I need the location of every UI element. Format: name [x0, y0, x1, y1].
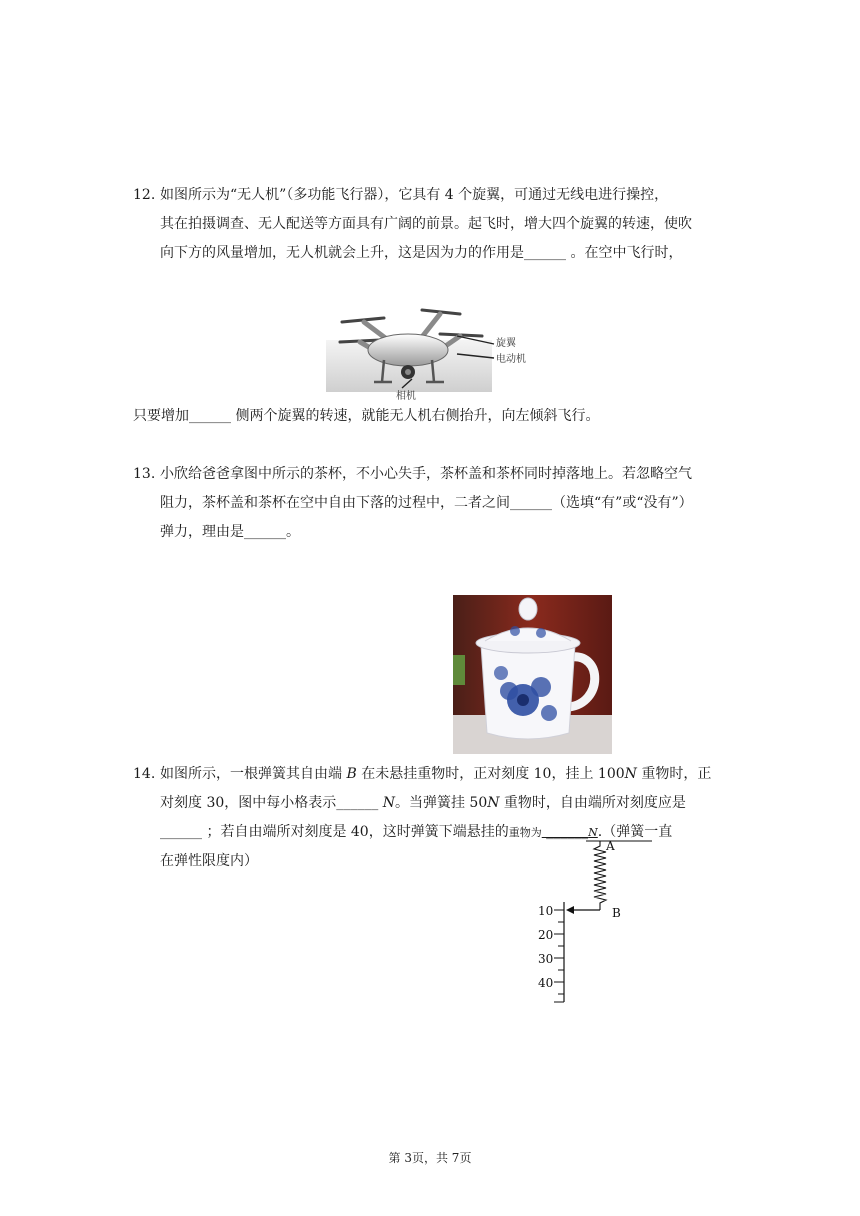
question-12	[133, 181, 748, 268]
teacup-figure	[453, 595, 612, 754]
scale-label-10: 10	[538, 904, 554, 918]
pointer-arrow-icon	[566, 906, 574, 914]
question-text-line: 小欣给爸爸拿图中所示的茶杯，不小心失手，茶杯盖和茶杯同时掉落地上。若忽略空气	[160, 466, 692, 482]
question-text-line: ______ ；若自由端所对刻度是 40，这时弹簧下端悬挂的重物为 ______N.（弹簧一直	[160, 824, 673, 840]
question-text-line: 阻力，茶杯盖和茶杯在空中自由下落的过程中，二者之间______（选填“有”或“没有”）	[160, 495, 693, 511]
scale-label-20: 20	[538, 928, 554, 942]
question-text-line: 在弹性限度内）	[160, 853, 258, 869]
lid-knob	[519, 598, 537, 620]
spring-scale-figure	[530, 838, 660, 1008]
question-text-line: 弹力，理由是______。	[160, 524, 300, 540]
camera-label: 相机	[396, 391, 416, 400]
question-text-line: 只要增加______ 侧两个旋翼的转速，就能无人机右侧抬升，向左倾斜飞行。	[133, 408, 600, 424]
question-text-line: 如图所示为“无人机”（多功能飞行器），它具有 4 个旋翼，可通过无线电进行操控，	[160, 187, 669, 203]
scale-label-40: 40	[538, 976, 554, 990]
scale-label-30: 30	[538, 952, 554, 966]
rotor-label: 旋翼	[496, 338, 516, 349]
question-text-line: 其在拍摄调查、无人配送等方面具有广阔的前景。起飞时，增大四个旋翼的转速，使吹	[160, 216, 692, 232]
drone-body	[368, 334, 448, 366]
question-text-line: 向下方的风量增加，无人机就会上升，这是因为力的作用是______ 。在空中飞行时，	[160, 245, 683, 261]
question-text-line: 如图所示，一根弹簧其自由端 B 在未悬挂重物时，正对刻度 10，挂上 100N 重物时，正	[160, 766, 712, 782]
point-a-label: A	[606, 839, 615, 853]
page-footer: 第 3页，共 7页	[388, 1151, 472, 1165]
question-number: 13.	[133, 466, 156, 482]
question-12-continued	[133, 402, 748, 431]
question-13	[133, 460, 748, 547]
motor-label: 电动机	[496, 354, 526, 365]
question-text-line: 对刻度 30，图中每小格表示______ N。当弹簧挂 50N 重物时，自由端所对刻度应是	[160, 795, 686, 811]
spring	[594, 841, 606, 910]
question-number: 12.	[133, 187, 156, 203]
question-number: 14.	[133, 766, 156, 782]
point-b-label: B	[612, 906, 621, 920]
drone-figure	[322, 300, 547, 400]
